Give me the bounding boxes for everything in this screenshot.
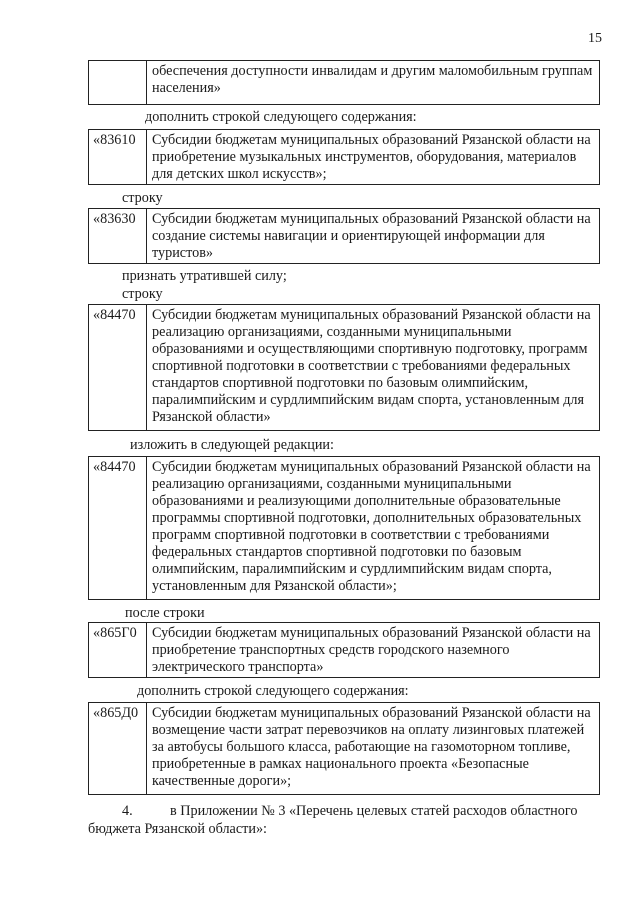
- row-text: Субсидии бюджетам муниципальных образований Рязанской области на создание системы навигации и ориентирующей информации для туристов»: [152, 211, 591, 261]
- row-code: «83610: [89, 130, 147, 184]
- table-row-84470-new: [88, 456, 600, 600]
- table-row-865D0: [88, 702, 600, 795]
- instruction-line: после строки: [125, 605, 205, 621]
- item-text-line-1: в Приложении № 3 «Перечень целевых статей расходов областного: [170, 803, 578, 819]
- row-code: «865Г0: [89, 623, 147, 677]
- table-row-83630: [88, 208, 600, 264]
- row-text: обеспечения доступности инвалидам и другим маломобильным группам населения»: [152, 63, 593, 96]
- page-number: 15: [588, 31, 602, 46]
- row-text: Субсидии бюджетам муниципальных образований Рязанской области на приобретение музыкальных инструментов, оборудования, материалов для детских школ искусств»;: [152, 132, 591, 182]
- row-code: «84470: [89, 305, 147, 430]
- row-text: Субсидии бюджетам муниципальных образований Рязанской области на реализацию организациями, созданными муниципальными образованиями и осуществляющими спортивную подготовку, программ спортивной подготовки в соответствии с требованиями федеральных стандартов спортивной подготовки по базовым олимпийским, паралимпийским и сурдлимпийским видам спорта, установленным для Рязанской области»: [152, 307, 591, 425]
- instruction-line: признать утратившей силу;: [122, 268, 287, 284]
- row-text: Субсидии бюджетам муниципальных образований Рязанской области на приобретение транспортных средств городского наземного электрического транспорта»: [152, 625, 591, 675]
- row-text: Субсидии бюджетам муниципальных образований Рязанской области на возмещение части затрат перевозчиков на оплату лизинговых платежей за автобусы большого класса, работающие на газомоторном топливе, приобретенные в рамках национального проекта «Безопасные качественные дороги»;: [152, 705, 591, 789]
- table-row-83610: [88, 129, 600, 185]
- row-text: Субсидии бюджетам муниципальных образований Рязанской области на реализацию организациями, созданными муниципальными образованиями и реализующими дополнительные образовательные программы спортивной подготовки, дополнительных образовательных программ спортивной подготовки в соответствии с требованиями федеральных стандартов спортивной подготовки по базовым олимпийским, паралимпийским и сурдлимпийским видам спорта, установленным для Рязанской области»;: [152, 459, 591, 594]
- table-row-865G0: [88, 622, 600, 678]
- instruction-line: строку: [122, 190, 163, 206]
- table-row-84470-old: [88, 304, 600, 431]
- item-text-line-2: бюджета Рязанской области»:: [88, 821, 267, 837]
- table-row-fragment: [88, 60, 600, 105]
- row-code: «83630: [89, 209, 147, 263]
- instruction-line: строку: [122, 286, 163, 302]
- row-code: «84470: [89, 457, 147, 599]
- item-number: 4.: [122, 803, 133, 819]
- instruction-line: изложить в следующей редакции:: [130, 437, 334, 453]
- row-code: [89, 61, 147, 104]
- row-code: «865Д0: [89, 703, 147, 794]
- instruction-line: дополнить строкой следующего содержания:: [137, 683, 409, 699]
- instruction-line: дополнить строкой следующего содержания:: [145, 109, 417, 125]
